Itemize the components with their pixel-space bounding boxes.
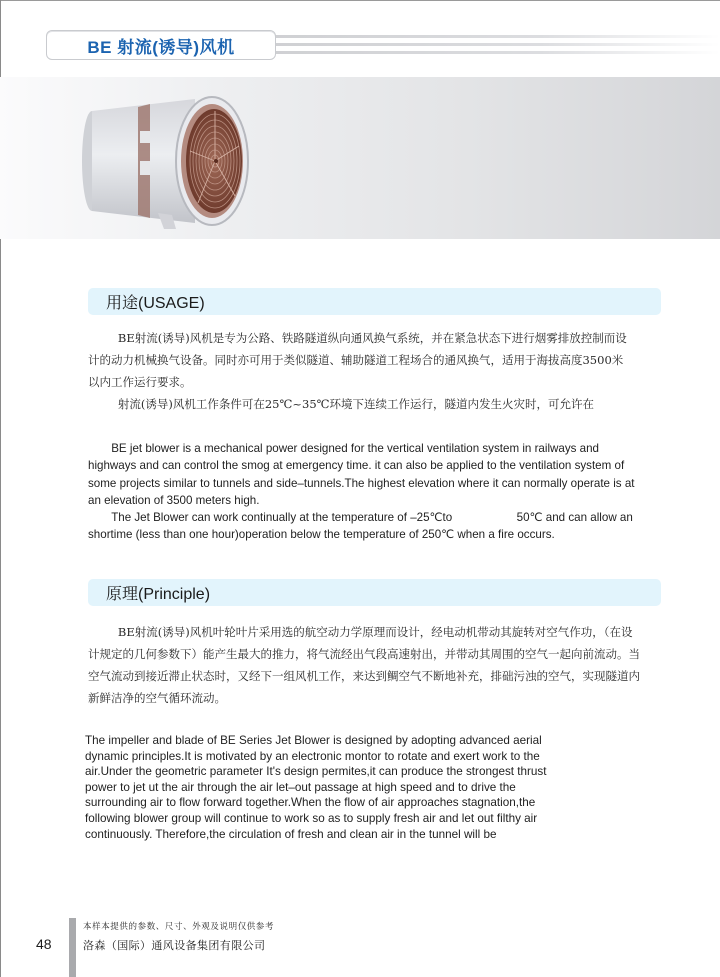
section-title-principle: 原理(Principle) <box>106 586 211 603</box>
page-top-rule <box>0 0 720 1</box>
principle-cn-paragraph: BE射流(诱导)风机叶轮叶片采用选的航空动力学原理而设计，经电动机带动其旋转对空气作功，（在设计规定的几何参数下）能产生最大的推力，将气流经出气段高速射出，并带动其周围的空气一起向前流动。当空气流动到接近滞止状态时，又经下一组风机工作，来达到鲷空气不断地补充，排础污浊的空气，实现隧道内新鲜洁净的空气循环流动。 <box>88 625 640 705</box>
principle-en-line: power to jet ut the air through the air let–out passage at high speed and to drive the <box>85 780 516 794</box>
usage-cn-text <box>88 327 633 415</box>
footer-divider-bar <box>69 918 76 977</box>
rail-line <box>272 43 720 46</box>
rail-line <box>272 35 720 38</box>
principle-en-line: dynamic principles.It is motivated by an electronic montor to rotate and exert work to the <box>85 749 540 763</box>
footer-disclaimer: 本样本提供的参数、尺寸、外观及说明仅供参考 <box>83 922 275 932</box>
principle-en-line: surrounding air to flow forward together.When the flow of air approaches stagnation,the <box>85 796 536 810</box>
title-decorative-rails <box>272 33 720 57</box>
principle-en-line: air.Under the geometric parameter It's design permites,it can produce the strongest thrust <box>85 765 547 779</box>
rail-line <box>272 51 720 54</box>
usage-en-paragraph-2: The Jet Blower can work continually at the temperature of –25℃to 50℃ and can allow an shortime (less than one hour)operation below the temperature of 250℃ when a fire occurs. <box>88 511 637 542</box>
page-number: 48 <box>36 936 52 952</box>
principle-en-line: following blower group will continue to work so as to supply fresh air and let out filthy air <box>85 811 538 825</box>
usage-en-paragraph-1: BE jet blower is a mechanical power designed for the vertical ventilation system in railways and highways and can control the smog at emergency time. it can also be applied to the ventilation system of some projects similar to tunnels and side–tunnels.The highest elevation where it can normally operate is at an elevation of 3500 meters high. <box>88 442 635 507</box>
page-title-tab <box>46 30 276 60</box>
principle-en-line: continuously. Therefore,the circulation of fresh and clean air in the tunnel will be <box>85 827 497 841</box>
hero-banner <box>0 77 720 239</box>
usage-cn-paragraph-2: 射流(诱导)风机工作条件可在25℃~35℃环境下连续工作运行，隧道内发生火灾时，可允许在 <box>117 397 594 411</box>
section-header-principle <box>88 579 661 606</box>
principle-en-text <box>85 733 585 842</box>
section-header-usage <box>88 288 661 315</box>
section-title-usage: 用途(USAGE) <box>106 295 205 312</box>
jet-fan-image <box>80 91 270 231</box>
usage-en-text <box>88 440 648 544</box>
footer-company-name: 洛森（国际）通风设备集团有限公司 <box>83 939 266 952</box>
principle-cn-text <box>88 621 643 709</box>
page-title: BE 射流(诱导)风机 <box>87 37 235 57</box>
usage-cn-paragraph-1: BE射流(诱导)风机是专为公路、铁路隧道纵向通风换气系统，并在紧急状态下进行烟雾排放控制而设计的动力机械换气设备。同时亦可用于类似隧道、辅助隧道工程场合的通风换气，适用于海拔高度3500米以内工作运行要求。 <box>88 331 627 389</box>
principle-en-line: The impeller and blade of BE Series Jet Blower is designed by adopting advanced aerial <box>85 734 542 747</box>
